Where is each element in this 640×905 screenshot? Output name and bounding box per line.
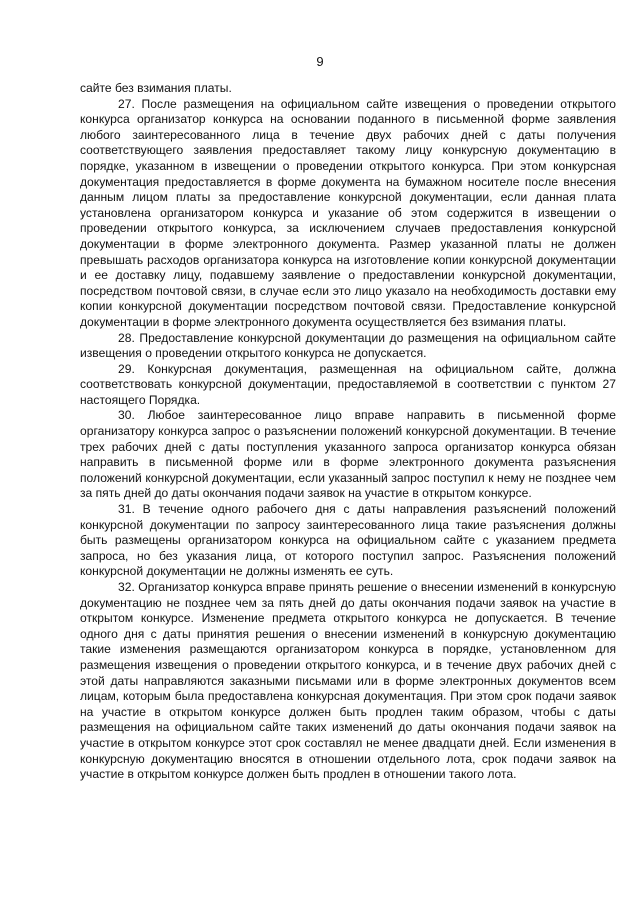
paragraph-31: 31. В течение одного рабочего дня с даты направления разъяснений положений конкурсной документации по запросу заинтересованного лица такие разъяснения должны быть размещены организатором конкурса на официальном сайте с указанием предмета запроса, но без указания лица, от которого поступил запрос. Разъяснения положений конкурсной документации не должны изменять ее суть. bbox=[80, 502, 616, 579]
paragraph-32: 32. Организатор конкурса вправе принять решение о внесении изменений в конкурсную документацию не позднее чем за пять дней до даты окончания подачи заявок на участие в открытом конкурсе. Изменение предмета открытого конкурса не допускается. В течение одного дня с даты принятия решения о внесении изменений в конкурсную документацию такие изменения размещаются организатором конкурса в порядке, установленном для размещения извещения о проведении открытого конкурса, и в течение двух рабочих дней с этой даты направляются заказными письмами или в форме электронных документов всем лицам, которым была предоставлена конкурсная документация. При этом срок подачи заявок на участие в открытом конкурсе должен быть продлен таким образом, чтобы с даты размещения на официальном сайте таких изменений до даты окончания подачи заявок на участие в открытом конкурсе этот срок составлял не менее двадцати дней. Если изменения в конкурсную документацию вносятся в отношении отдельного лота, срок подачи заявок на участие в открытом конкурсе должен быть продлен в отношении такого лота. bbox=[80, 580, 616, 782]
paragraph-27: 27. После размещения на официальном сайте извещения о проведении открытого конкурса организатор конкурса на основании поданного в письменной форме заявления любого заинтересованного лица в течение двух рабочих дней с даты получения соответствующего заявления предоставляет такому лицу конкурсную документацию в порядке, указанном в извещении о проведении открытого конкурса. При этом конкурсная документация предоставляется в форме документа на бумажном носителе после внесения данным лицом платы за предоставление конкурсной документации, если данная плата установлена организатором конкурса и указание об этом содержится в извещении о проведении открытого конкурса, за исключением случаев предоставления конкурсной документации в форме электронного документа. Размер указанной платы не должен превышать расходов организатора конкурса на изготовление копии конкурсной документации и ее доставку лицу, подавшему заявление о предоставлении конкурсной документации, посредством почтовой связи, в случае если это лицо указало на необходимость доставки ему копии конкурсной документации посредством почтовой связи. Предоставление конкурсной документации в форме электронного документа осуществляется без взимания платы. bbox=[80, 96, 616, 329]
document-body bbox=[80, 81, 616, 783]
page-number: 9 bbox=[316, 54, 324, 69]
paragraph-28: 28. Предоставление конкурсной документации до размещения на официальном сайте извещения о проведении открытого конкурса не допускается. bbox=[80, 330, 616, 361]
paragraph-30: 30. Любое заинтересованное лицо вправе направить в письменной форме организатору конкурса запрос о разъяснении положений конкурсной документации. В течение трех рабочих дней с даты поступления указанного запроса организатор конкурса обязан направить в письменной форме или в форме электронного документа разъяснения положений конкурсной документации, если указанный запрос поступил к нему не позднее чем за пять дней до даты окончания подачи заявок на участие в открытом конкурсе. bbox=[80, 408, 616, 501]
paragraph-continuation: сайте без взимания платы. bbox=[80, 81, 232, 95]
paragraph-29: 29. Конкурсная документация, размещенная на официальном сайте, должна соответствовать конкурсной документации, предоставляемой в соответствии с пунктом 27 настоящего Порядка. bbox=[80, 361, 616, 407]
